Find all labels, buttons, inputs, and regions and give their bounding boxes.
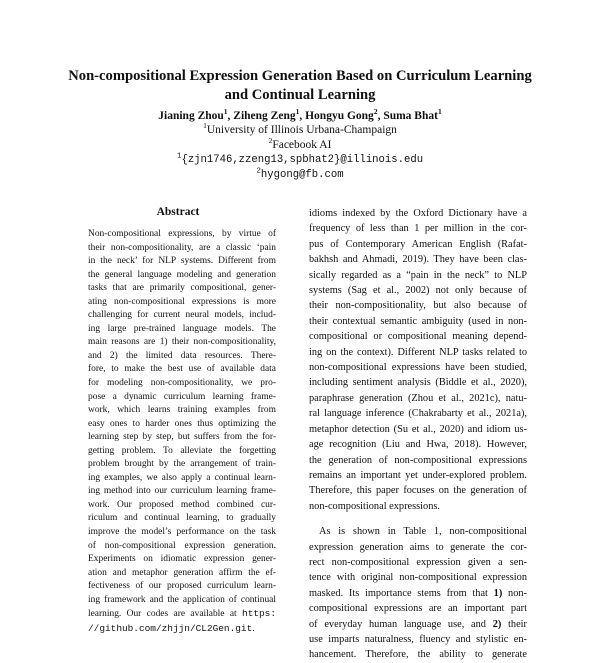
abstract-line: Experiments on idiomatic expression gener- [88,554,276,565]
abstract-line: Non-compositional expressions, by virtue of [88,229,276,239]
affiliation-mark: 2 [268,136,273,146]
abstract-line: fore, to make the best use of available data [88,364,276,375]
abstract-line: riculum and continual learning, to gradually [88,513,276,524]
author-name: Hongyu Gong [305,110,374,122]
author-affiliation-mark: 1 [437,107,442,117]
abstract-line: ating non-compositional expressions is more [88,296,276,307]
affiliation-1 [40,123,560,138]
body-line: frequency of less than 1 per million in the cor- [309,223,527,235]
abstract-line: ing large pre-trained language models. The [88,323,276,334]
abstract-line: tasks that are primarily compositional, gener- [88,283,276,294]
body-line-tail: non- [502,587,527,599]
author-separator: , [299,110,306,122]
body-line: bakhsh and Ahmadi, 2019). They have been clas- [309,254,527,266]
bold-marker: 2) [492,618,502,630]
body-line: metaphor detection (Su et al., 2020) and idiom us- [309,423,527,435]
abstract-line: their non-compositionality, are a classic ‘pain [88,242,276,253]
author-name: Ziheng Zeng [233,110,296,122]
abstract-line: main reasons are 1) their non-compositionality, [88,337,276,348]
email-text[interactable]: hygong@fb.com [260,169,344,181]
body-line: age recognition (Liu and Hwa, 2018). However, [309,439,527,451]
abstract-line: in the neck’ for NLP systems. Different from [88,256,276,267]
title-line-2: and Continual Learning [224,87,376,103]
author-separator: , [227,110,234,122]
abstract-line: learning step by step, but suffers from the for- [88,432,276,443]
abstract-line: for modeling non-compositionality, we pro- [88,378,276,389]
body-line: hancement. Therefore, the ability to generate [309,649,527,661]
body-line: idioms indexed by the Oxford Dictionary have a [309,208,527,219]
body-line-text: masked. Its importance stems from that [309,587,488,599]
body-line-with-bold [309,586,527,601]
body-line: the generation of non-compositional expressions [309,454,527,466]
abstract-code-line [88,622,276,637]
abstract-line: and 2) the limited data resources. There- [88,350,276,361]
paragraph-gap [309,514,527,524]
body-line: remains an important yet under-explored problem. [309,469,527,481]
body-line: systems (Sag et al., 2002) not only because of [309,285,527,297]
abstract-line: ation and metaphor generation affirm the ef- [88,567,276,578]
body-line: rect non-compositional expression given a sen- [309,556,527,568]
abstract-line: of non-compositional expression generation. [88,540,276,551]
author-separator: , [377,110,384,122]
author-name: Jianing Zhou [158,110,224,122]
email-text[interactable]: {zjn1746,zzeng13,spbhat2}@illinois.edu [181,154,424,166]
body-line-with-bold [309,617,527,632]
author-name: Suma Bhat [383,110,438,122]
author-names [40,109,560,123]
body-line: use imparts naturalness, fluency and stylistic en- [309,633,527,645]
paper-title [40,67,560,105]
affiliation-mark: 1 [203,121,207,131]
body-line: non-compositional expressions have been studied, [309,362,527,374]
email-1 [40,153,560,168]
author-block [40,109,560,183]
title-line-1: Non-compositional Expression Generation Based on Curriculum Learning [68,68,532,84]
abstract-line: problem brought by the arrangement of train- [88,459,276,470]
abstract-line-text: learning. Our codes are available at [88,609,237,620]
body-line-text: of everyday human language use, and [309,618,486,630]
affiliation-2 [40,138,560,153]
body-line: expression generation aims to generate the cor- [309,541,527,553]
abstract-line: pose a dynamic curriculum learning frame- [88,391,276,402]
body-line: including sentiment analysis (Biddle et al., 2020), [309,377,527,389]
body-line: compositional or compositional meaning depend- [309,331,527,343]
email-mark: 1 [176,152,182,161]
abstract-line: the general language modeling and generation [88,269,276,280]
abstract-line: work, which learns training examples from [88,405,276,416]
abstract-line: ing examples, we also apply a continual learn- [88,472,276,483]
email-2 [40,168,560,183]
author-affiliation-mark: 1 [295,107,300,117]
body-line: non-compositional expressions. [309,500,441,512]
abstract-line: ing method into our curriculum learning frame- [88,486,276,497]
abstract-body [88,228,276,636]
abstract-line: work. Our proposed method combined cur- [88,499,276,510]
body-line: sically regarded as a “pain in the neck” to NLP [309,269,527,281]
body-line-tail: their [501,618,527,630]
body-line: pus of Contemporary American English (Rafat- [309,238,527,250]
right-column [309,206,527,663]
body-line: tence with original non-compositional expression [309,572,527,584]
affiliation-text: University of Illinois Urbana-Champaign [206,124,397,136]
bold-marker: 1) [493,587,503,599]
body-line: their contextual semantic ambiguity (used in non- [309,315,527,327]
body-line: compositional expressions are an important part [309,603,527,615]
abstract-line: easy ones to harder ones thus optimizing the [88,418,276,429]
body-line: their non-compositionality, but also because of [309,300,527,312]
body-line: ral language inference (Chakrabarty et al., 2021a), [309,408,527,420]
body-line: ing on the context). Different NLP tasks related to [309,346,527,358]
abstract-heading: Abstract [156,206,200,218]
abstract-line: ing framework and the application of continual [88,594,276,605]
affiliation-text: Facebook AI [272,139,332,151]
email-mark: 2 [256,167,261,176]
abstract-line: getting problem. To alleviate the forgetting [88,445,276,456]
code-link-start[interactable]: https: [242,608,277,620]
author-affiliation-mark: 2 [373,107,378,117]
abstract-line: improve the model’s performance on the task [88,527,276,538]
abstract-line: fectiveness of our proposed curriculum learn- [88,581,276,592]
code-link[interactable]: //github.com/zhjjn/CL2Gen.git [88,622,253,634]
author-affiliation-mark: 1 [223,107,228,117]
body-line: Therefore, this paper focuses on the generation of [309,485,527,497]
body-line: paraphrase generation (Zhou et al., 2021c), natu- [309,392,527,404]
abstract-line: challenging for current neural models, includ- [88,310,276,321]
abstract-line-with-link [88,607,276,622]
body-line: As is shown in Table 1, non-compositional [319,526,527,538]
code-link-period: . [252,623,255,634]
